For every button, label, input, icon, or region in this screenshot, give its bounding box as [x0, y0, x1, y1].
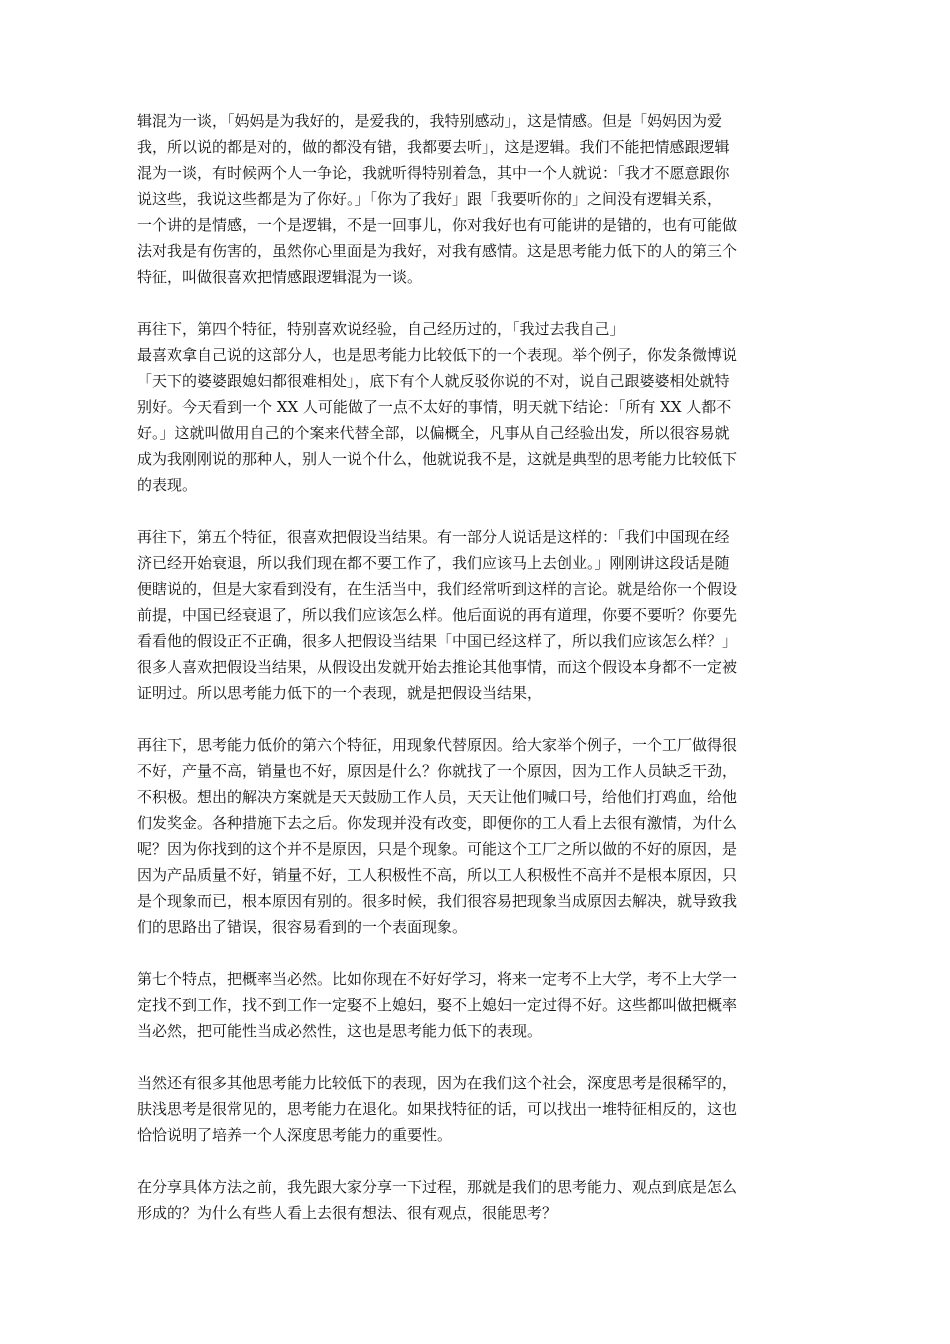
text-line: 说这些，我说这些都是为了你好。」「你为了我好」跟「我要听你的」之间没有逻辑关系，: [137, 190, 723, 208]
text-line: 再往下，第四个特征，特别喜欢说经验，自己经历过的，「我过去我自己」: [137, 320, 625, 338]
text-line: 当必然，把可能性当成必然性，这也是思考能力低下的表现。: [137, 1022, 543, 1040]
text-line: 定找不到工作，找不到工作一定娶不上媳妇，娶不上媳妇一定过得不好。这些都叫做把概率: [137, 996, 738, 1014]
text-line: 很多人喜欢把假设当结果，从假设出发就开始去推论其他事情，而这个假设本身都不一定被: [137, 658, 738, 676]
text-line: 成为我刚刚说的那种人，别人一说个什么，他就说我不是，这就是典型的思考能力比较低下: [137, 450, 738, 468]
paragraph-fourth-feature: [137, 316, 827, 498]
text-line: 形成的？为什么有些人看上去很有想法、很有观点，很能思考？: [137, 1204, 558, 1222]
text-line: 们的思路出了错误，很容易看到的一个表面现象。: [137, 918, 468, 936]
text-line: 们发奖金。各种措施下去之后。你发现并没有改变，即便你的工人看上去很有激情，为什么: [137, 814, 738, 832]
text-line: 我，所以说的都是对的，做的都没有错，我都要去听」，这是逻辑。我们不能把情感跟逻辑: [137, 138, 730, 156]
paragraph-other-features: [137, 1070, 827, 1148]
text-line: 好。」这就叫做用自己的个案来代替全部，以偏概全，凡事从自己经验出发，所以很容易就: [137, 424, 730, 442]
text-line: 是个现象而已，根本原因有别的。很多时候，我们很容易把现象当成原因去解决，就导致我: [137, 892, 738, 910]
text-line: 的表现。: [137, 476, 198, 494]
document-body: [137, 108, 827, 1252]
text-line: 当然还有很多其他思考能力比较低下的表现，因为在我们这个社会，深度思考是很稀罕的，: [137, 1074, 738, 1092]
text-line: 在分享具体方法之前，我先跟大家分享一下过程，那就是我们的思考能力、观点到底是怎么: [137, 1178, 738, 1196]
paragraph-emotion-logic: [137, 108, 827, 290]
text-line: 看看他的假设正不正确，很多人把假设当结果「中国已经这样了，所以我们应该怎么样？」: [137, 632, 738, 650]
text-line: 「天下的婆婆跟媳妇都很难相处」，底下有个人就反驳你说的不对，说自己跟婆婆相处就特: [137, 372, 730, 390]
text-line: 混为一谈，有时候两个人一争论，我就听得特别着急，其中一个人就说：「我才不愿意跟你: [137, 164, 730, 182]
paragraph-seventh-feature: [137, 966, 827, 1044]
text-line: 不积极。想出的解决方案就是天天鼓励工作人员，天天让他们喊口号，给他们打鸡血，给他: [137, 788, 738, 806]
text-line: 第七个特点，把概率当必然。比如你现在不好好学习，将来一定考不上大学，考不上大学一: [137, 970, 738, 988]
text-line: 因为产品质量不好，销量不好，工人积极性不高，所以工人积极性不高并不是根本原因，只: [137, 866, 738, 884]
text-line: 最喜欢拿自己说的这部分人，也是思考能力比较低下的一个表现。举个例子，你发条微博说: [137, 346, 738, 364]
text-line: 特征，叫做很喜欢把情感跟逻辑混为一谈。: [137, 268, 423, 286]
text-line: 前提，中国已经衰退了，所以我们应该怎么样。他后面说的再有道理，你要不要听？你要先: [137, 606, 738, 624]
text-line: 再往下，思考能力低价的第六个特征，用现象代替原因。给大家举个例子，一个工厂做得很: [137, 736, 738, 754]
text-line: 法对我是有伤害的，虽然你心里面是为我好，对我有感情。这是思考能力低下的人的第三个: [137, 242, 738, 260]
text-line: 别好。今天看到一个 XX 人可能做了一点不太好的事情，明天就下结论：「所有 XX 人都不: [137, 398, 732, 416]
paragraph-fifth-feature: [137, 524, 827, 706]
text-line: 不好，产量不高，销量也不好，原因是什么？你就找了一个原因，因为工作人员缺乏干劲，: [137, 762, 738, 780]
text-line: 辑混为一谈，「妈妈是为我好的，是爱我的，我特别感动」，这是情感。但是「妈妈因为爱: [137, 112, 723, 130]
text-line: 济已经开始衰退，所以我们现在都不要工作了，我们应该马上去创业。」刚刚讲这段话是随: [137, 554, 730, 572]
text-line: 证明过。所以思考能力低下的一个表现，就是把假设当结果，: [137, 684, 543, 702]
text-line: 恰恰说明了培养一个人深度思考能力的重要性。: [137, 1126, 453, 1144]
text-line: 再往下，第五个特征，很喜欢把假设当结果。有一部分人说话是这样的：「我们中国现在经: [137, 528, 730, 546]
paragraph-method-intro: [137, 1174, 827, 1226]
text-line: 呢？因为你找到的这个并不是原因，只是个现象。可能这个工厂之所以做的不好的原因，是: [137, 840, 738, 858]
text-line: 一个讲的是情感，一个是逻辑，不是一回事儿，你对我好也有可能讲的是错的，也有可能做: [137, 216, 738, 234]
text-line: 便瞎说的，但是大家看到没有，在生活当中，我们经常听到这样的言论。就是给你一个假设: [137, 580, 738, 598]
paragraph-sixth-feature: [137, 732, 827, 940]
text-line: 肤浅思考是很常见的，思考能力在退化。如果找特征的话，可以找出一堆特征相反的，这也: [137, 1100, 738, 1118]
